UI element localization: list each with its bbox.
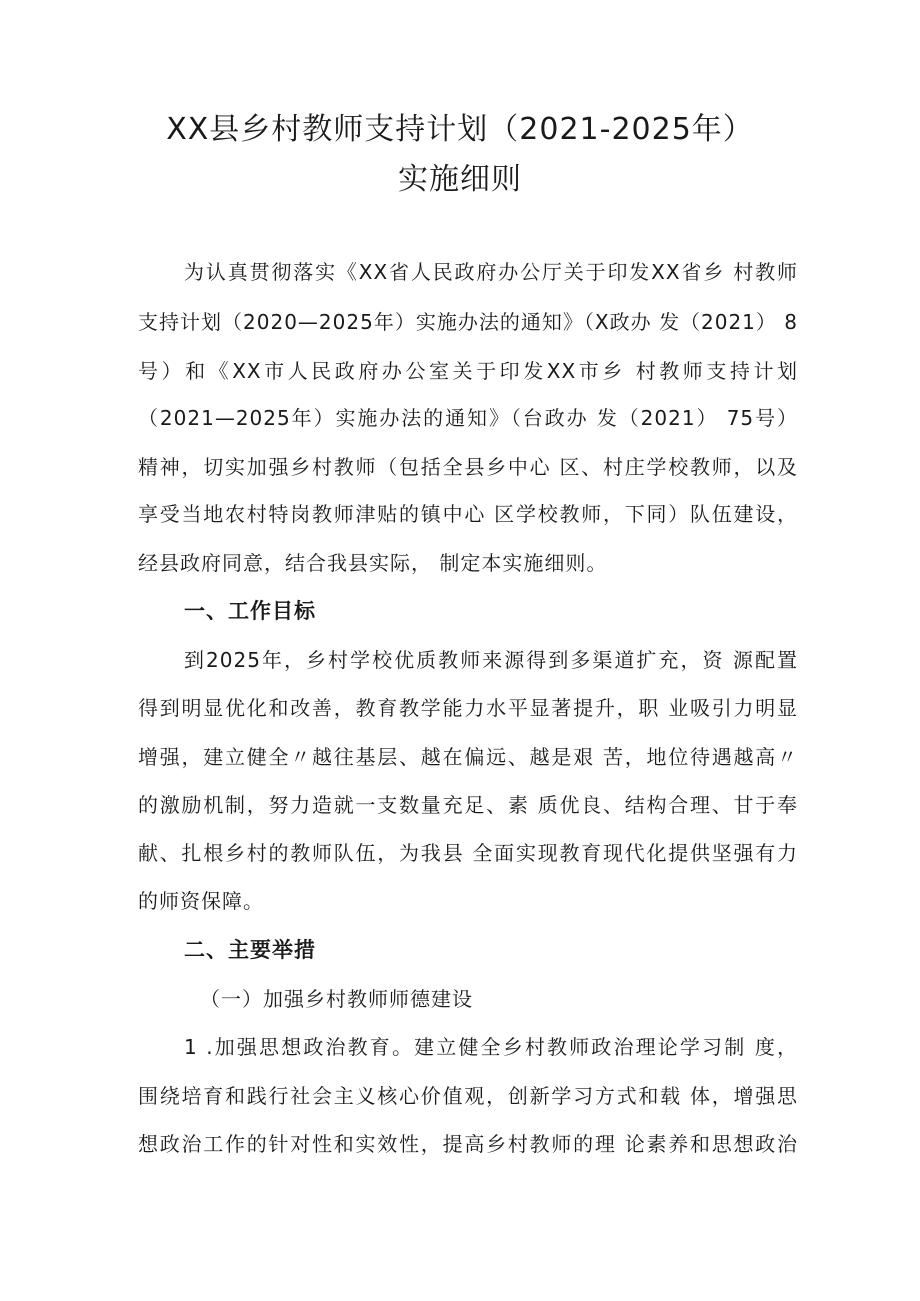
intro-line: （2021—2025年）实施办法的通知》（台政办 发（2021） 75号） bbox=[138, 406, 798, 430]
goals-line: 的师资保障。 bbox=[138, 889, 264, 913]
goals-line: 得到明显优化和改善，教育教学能力水平显著提升，职 业吸引力明显 bbox=[138, 696, 798, 720]
intro-line: 享受当地农村特岗教师津贴的镇中心 区学校教师，下同）队伍建设， bbox=[138, 502, 798, 526]
document-title: XX县乡村教师支持计划（2021-2025年） bbox=[166, 112, 754, 147]
intro-line: 号）和《XX市人民政府办公室关于印发XX市乡 村教师支持计划 bbox=[138, 359, 798, 383]
section-heading-goals: 一、工作目标 bbox=[184, 599, 316, 623]
goals-line: 到2025年，乡村学校优质教师来源得到多渠道扩充，资 源配置 bbox=[184, 648, 798, 672]
item-line: 围绕培育和践行社会主义核心价值观，创新学习方式和载 体，增强思 bbox=[138, 1084, 798, 1108]
section-heading-measures: 二、主要举措 bbox=[184, 938, 316, 962]
intro-line: 经县政府同意，结合我县实际， 制定本实施细则。 bbox=[138, 551, 608, 575]
goals-line: 的激励机制，努力造就一支数量充足、素 质优良、结构合理、甘于奉 bbox=[138, 793, 798, 817]
intro-line: 为认真贯彻落实《XX省人民政府办公厅关于印发XX省乡 村教师 bbox=[184, 260, 798, 284]
goals-line: 献、扎根乡村的教师队伍，为我县 全面实现教育现代化提供坚强有力 bbox=[138, 841, 798, 865]
item-line: 1 .加强思想政治教育。建立健全乡村教师政治理论学习制 度， bbox=[184, 1035, 798, 1059]
subsection-heading: （一）加强乡村教师师德建设 bbox=[200, 987, 473, 1011]
item-line: 想政治工作的针对性和实效性，提高乡村教师的理 论素养和思想政治 bbox=[138, 1132, 798, 1156]
intro-line: 支持计划（2020—2025年）实施办法的通知》（X政办 发（2021） 8 bbox=[138, 310, 798, 334]
document-subtitle: 实施细则 bbox=[398, 162, 522, 197]
goals-line: 增强，建立健全〃越往基层、越在偏远、越是艰 苦，地位待遇越高〃 bbox=[138, 745, 798, 769]
intro-line: 精神，切实加强乡村教师（包括全县乡中心 区、村庄学校教师，以及 bbox=[138, 455, 798, 479]
